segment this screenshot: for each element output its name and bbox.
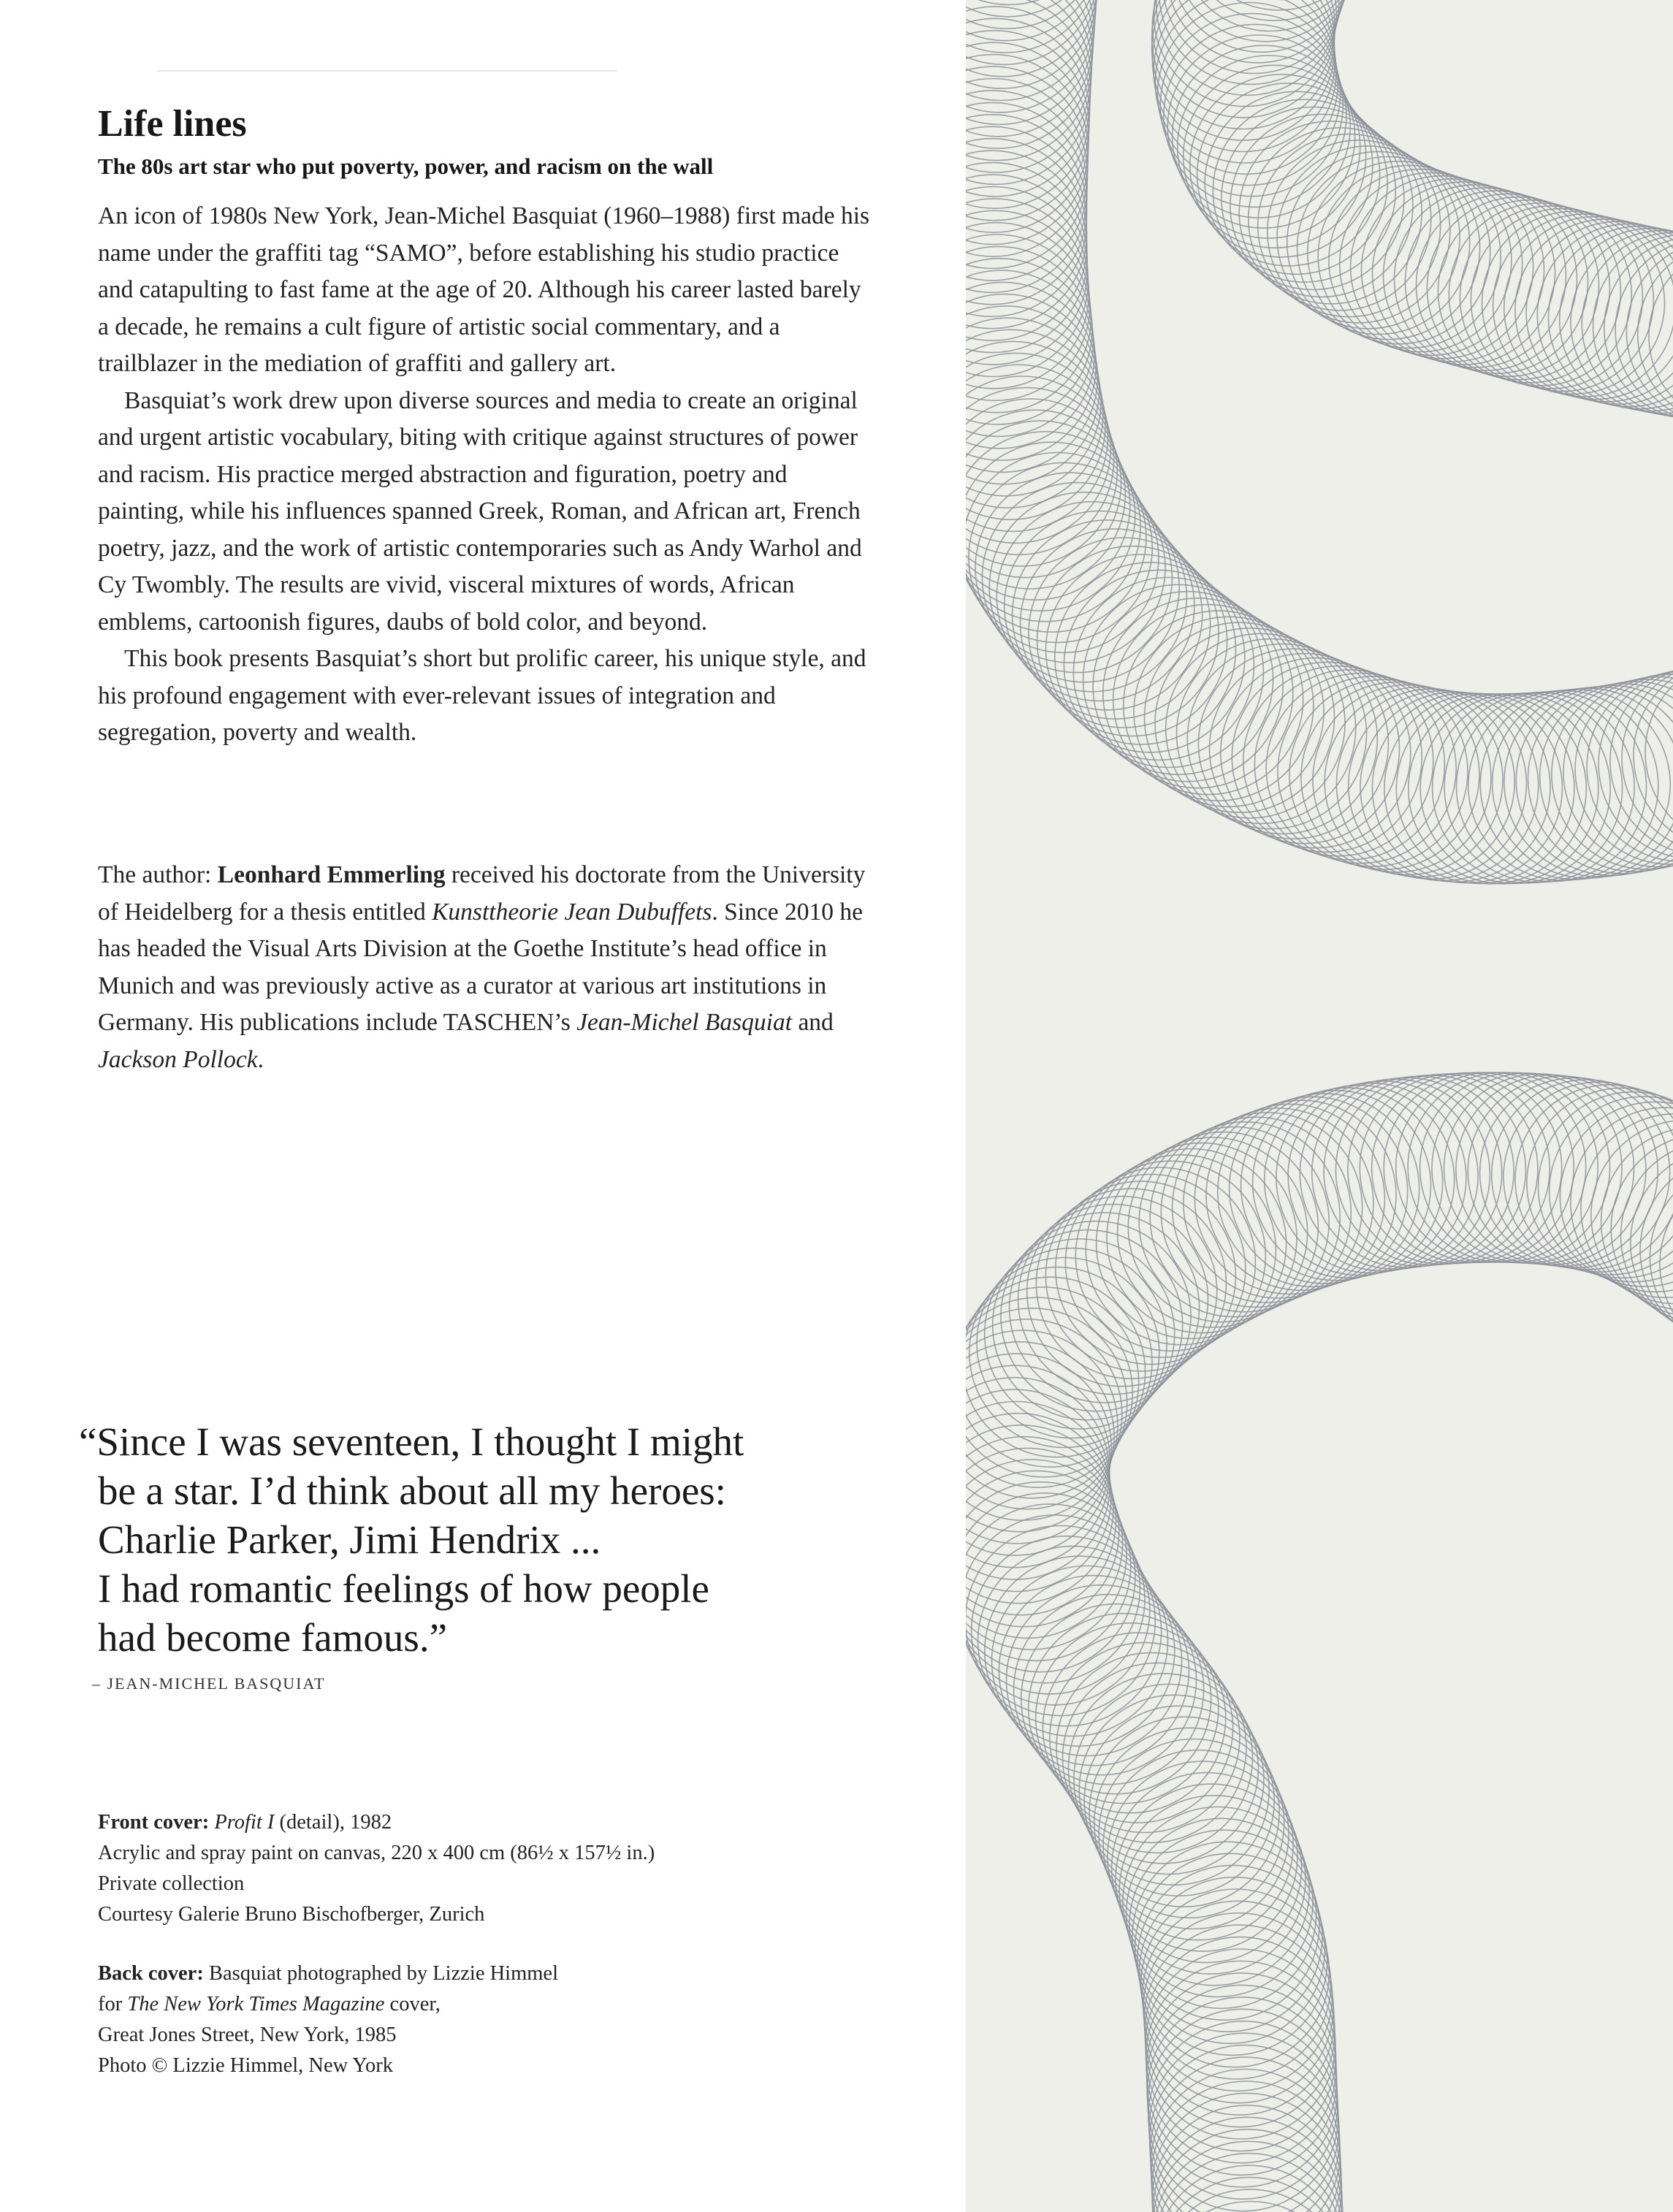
quote-line: I had romantic feelings of how people bbox=[98, 1566, 709, 1611]
back-cover-photographer: Basquiat photographed by Lizzie Himmel bbox=[203, 1962, 558, 1985]
thesis-title: Kunsttheorie Jean Dubuffets bbox=[432, 898, 712, 926]
back-cover-credit-line bbox=[98, 1959, 872, 1989]
book-title-basquiat: Jean-Michel Basquiat bbox=[576, 1009, 793, 1036]
back-cover-credit-line bbox=[98, 1989, 872, 2020]
magazine-title: The New York Times Magazine bbox=[127, 1993, 385, 2015]
description-paragraph-2: Basquiat’s work drew upon diverse sources and media to create an original and urgent artistic vocabulary, biting with critique against structures of power and racism. His practice merged abstraction and figuration, poetry and painting, while his influences spanned Greek, Roman, and African art, French poetry, jazz, and the work of artistic contemporaries such as Andy Warhol and Cy Twombly. The results are vivid, visceral mixtures of words, African emblems, cartoonish figures, daubs of bold color, and beyond. bbox=[98, 386, 862, 636]
page-title: Life lines bbox=[98, 103, 247, 145]
description bbox=[98, 198, 872, 752]
front-cover-credit-line: Courtesy Galerie Bruno Bischofberger, Zurich bbox=[98, 1903, 485, 1926]
author-text-1: received his doctorate from the University of Heidelberg for a thesis entitled bbox=[98, 861, 866, 926]
page-subtitle: The 80s art star who put poverty, power, and racism on the wall bbox=[98, 153, 714, 179]
back-cover-cover-word: cover, bbox=[384, 1993, 441, 2015]
top-rule bbox=[157, 70, 617, 72]
quote-line: had become famous.” bbox=[98, 1615, 448, 1660]
author-name: Leonhard Emmerling bbox=[217, 861, 446, 888]
pull-quote bbox=[79, 1417, 809, 1662]
back-cover-label: Back cover: bbox=[98, 1962, 204, 1985]
back-cover-for: for bbox=[98, 1993, 128, 2015]
author-intro: The author: bbox=[98, 861, 218, 888]
quote-line: “Since I was seventeen, I thought I might bbox=[79, 1419, 744, 1464]
description-paragraph-3: This book presents Basquiat’s short but prolific career, his unique style, and his profound engagement with ever-relevant issues of integration and segregation, poverty and wealth. bbox=[98, 645, 866, 746]
description-paragraph-1: An icon of 1980s New York, Jean-Michel Basquiat (1960–1988) first made his name under the graffiti tag “SAMO”, before establishing his studio practice and catapulting to fast fame at the age of 20. Although his career lasted barely a decade, he remains a cult figure of artistic social commentary, and a trailblazer in the mediation of graffiti and gallery art. bbox=[98, 202, 870, 377]
front-cover-credit bbox=[98, 1807, 872, 1930]
spirograph-pattern-panel bbox=[966, 0, 1673, 2212]
quote-line: be a star. I’d think about all my heroes: bbox=[98, 1468, 726, 1513]
front-cover-detail: (detail), 1982 bbox=[274, 1811, 392, 1834]
author-text-3: and bbox=[792, 1009, 834, 1036]
back-cover-credit bbox=[98, 1959, 872, 2081]
author-text-4: . bbox=[257, 1045, 264, 1073]
quote-attribution: – JEAN-MICHEL BASQUIAT bbox=[92, 1674, 326, 1693]
quote-line: Charlie Parker, Jimi Hendrix ... bbox=[98, 1517, 601, 1562]
author-bio bbox=[98, 857, 872, 1078]
front-cover-work: Profit I bbox=[214, 1811, 275, 1834]
front-cover-credit-line: Acrylic and spray paint on canvas, 220 x 400 cm (86½ x 157½ in.) bbox=[98, 1842, 655, 1864]
front-cover-credit-line: Private collection bbox=[98, 1872, 245, 1895]
front-cover-label: Front cover: bbox=[98, 1811, 210, 1834]
back-cover-credit-line: Great Jones Street, New York, 1985 bbox=[98, 2024, 397, 2046]
author-text-2: . Since 2010 he has headed the Visual Arts Division at the Goethe Institute’s head office in Munich and was previously active as a curator at various art institutions in Germany. His publications include TASCHEN’s bbox=[98, 898, 863, 1036]
spirograph-ring-pattern bbox=[966, 0, 1673, 2212]
front-cover-credit-line bbox=[98, 1807, 872, 1838]
back-cover-credit-line: Photo © Lizzie Himmel, New York bbox=[98, 2054, 393, 2077]
book-title-pollock: Jackson Pollock bbox=[98, 1045, 258, 1073]
